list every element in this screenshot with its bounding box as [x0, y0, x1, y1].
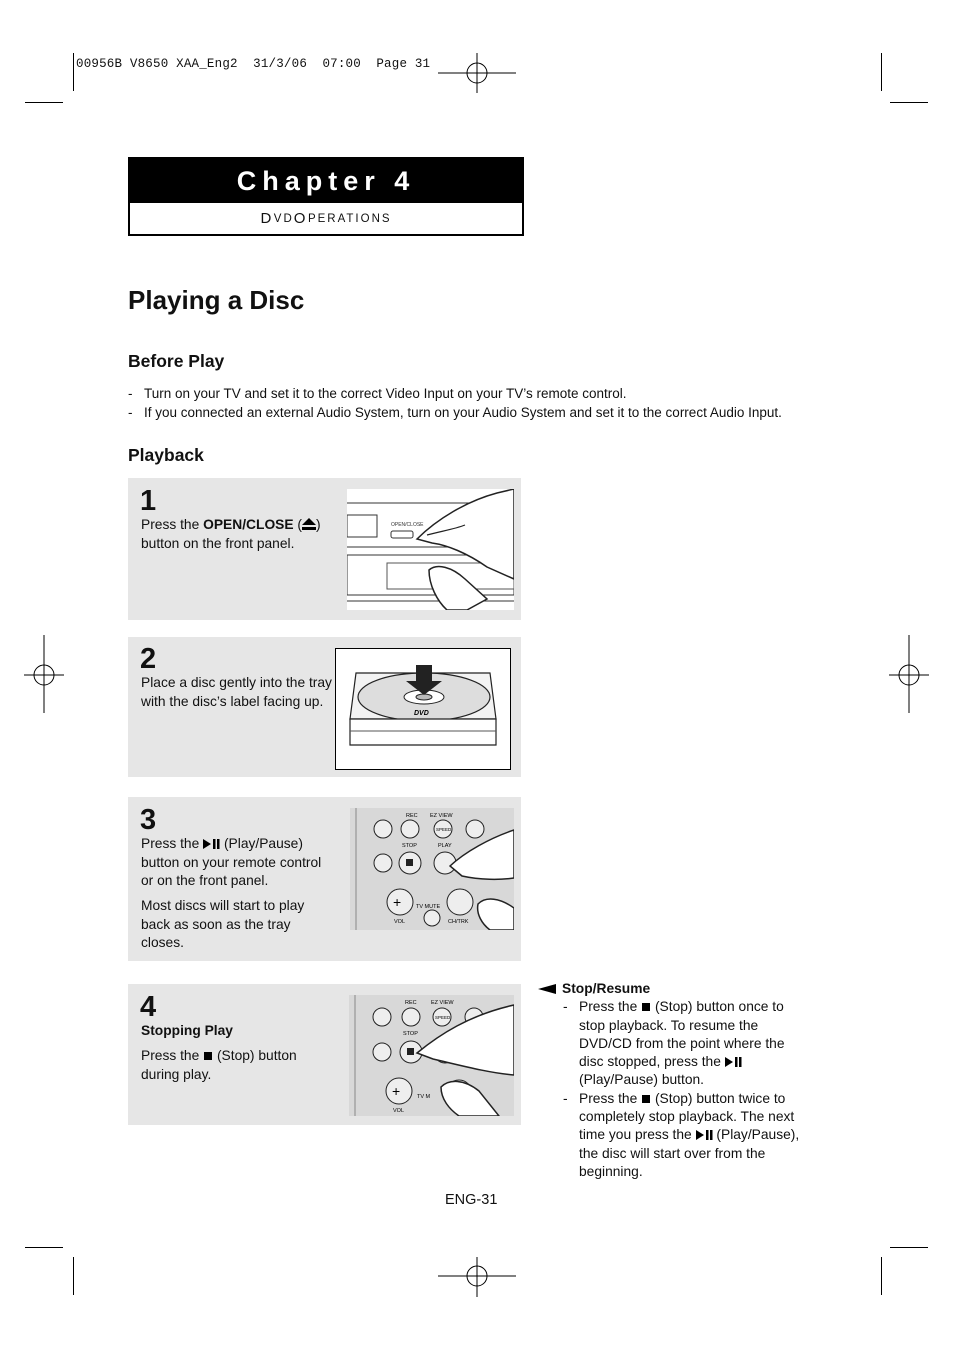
stopping-play-heading: Stopping Play	[141, 1023, 233, 1038]
remote-illustration	[349, 995, 514, 1116]
step-3-note: Most discs will start to play back as soon as the tray closes.	[141, 898, 305, 950]
registration-mark-bottom	[438, 1257, 516, 1297]
step-4-panel	[128, 984, 521, 1125]
step-2-panel	[128, 637, 521, 777]
stop-icon	[641, 1094, 651, 1104]
chapter-title: Chapter 4	[130, 159, 522, 203]
eject-icon	[302, 518, 316, 530]
open-close-label: OPEN/CLOSE	[391, 522, 424, 528]
page-title: Playing a Disc	[128, 285, 305, 315]
svg-text:REC: REC	[405, 1000, 417, 1006]
stop-resume-note	[538, 980, 808, 1181]
svg-text:PLAY: PLAY	[438, 843, 452, 849]
stop-icon	[203, 1051, 213, 1061]
step-3-text: Press the (Play/Pause) button on your remote control or on the front panel.	[141, 836, 322, 888]
svg-text:EZ VIEW: EZ VIEW	[430, 813, 453, 819]
page-number: ENG-31	[445, 1192, 498, 1208]
svg-text:STOP: STOP	[402, 843, 417, 849]
svg-text:VOL: VOL	[393, 1108, 405, 1114]
chapter-subtitle: D VD O PERATIONS	[260, 210, 392, 227]
step-number: 4	[140, 991, 157, 1023]
remote-illustration	[350, 808, 514, 930]
stop-resume-item: - Press the (Stop) button once to stop playback. To resume the DVD/CD from the point where the disc stopped, press the (Play/Pause) button.	[563, 999, 785, 1088]
dvd-player-illustration	[347, 489, 514, 610]
play-pause-icon	[725, 1057, 742, 1067]
svg-text:REC: REC	[406, 813, 418, 819]
svg-text:CH/TRK: CH/TRK	[448, 919, 469, 925]
svg-text:TV M: TV M	[417, 1094, 431, 1100]
registration-mark-left	[24, 635, 64, 713]
svg-text:+: +	[393, 894, 402, 910]
step-3-panel	[128, 797, 521, 961]
before-play-heading: Before Play	[128, 351, 225, 371]
print-slug: 00956B V8650 XAA_Eng2 31/3/06 07:00 Page 31	[76, 57, 431, 71]
svg-text:SPEED: SPEED	[436, 827, 452, 832]
step-1-text: Press the OPEN/CLOSE ( ) button on the front panel.	[141, 517, 321, 551]
step-number: 1	[140, 485, 157, 517]
playback-heading: Playback	[128, 445, 204, 465]
stop-resume-heading: Stop/Resume	[538, 980, 808, 998]
svg-text:TV MUTE: TV MUTE	[416, 904, 441, 910]
disc-tray-illustration	[335, 648, 511, 770]
bullet-item: - Turn on your TV and set it to the correct Video Input on your TV’s remote control.	[128, 386, 627, 401]
registration-mark-top	[438, 53, 516, 93]
bullet-item: - If you connected an external Audio System, turn on your Audio System and set it to the correct Audio Input.	[128, 405, 782, 420]
chapter-header	[128, 157, 524, 236]
svg-text:EZ VIEW: EZ VIEW	[431, 1000, 454, 1006]
step-number: 2	[140, 643, 157, 675]
stop-resume-item: - Press the (Stop) button twice to completely stop playback. The next time you press the (Play/Pause), the disc will start over from the beginning.	[563, 1090, 800, 1179]
disc-label: DVD	[414, 710, 429, 717]
step-number: 3	[140, 804, 157, 836]
registration-mark-right	[889, 635, 929, 713]
svg-text:SPEED: SPEED	[435, 1015, 451, 1020]
stop-icon	[641, 1002, 651, 1012]
play-pause-icon	[696, 1130, 713, 1140]
step-1-panel	[128, 478, 521, 620]
svg-text:+: +	[392, 1083, 401, 1099]
step-4-text: Press the (Stop) button during play.	[141, 1048, 297, 1082]
pointer-arrow-icon	[538, 984, 556, 994]
svg-text:VOL: VOL	[394, 919, 406, 925]
play-pause-icon	[203, 839, 220, 849]
step-2-text: Place a disc gently into the tray with the disc’s label facing up.	[141, 675, 332, 709]
svg-text:STOP: STOP	[403, 1031, 418, 1037]
